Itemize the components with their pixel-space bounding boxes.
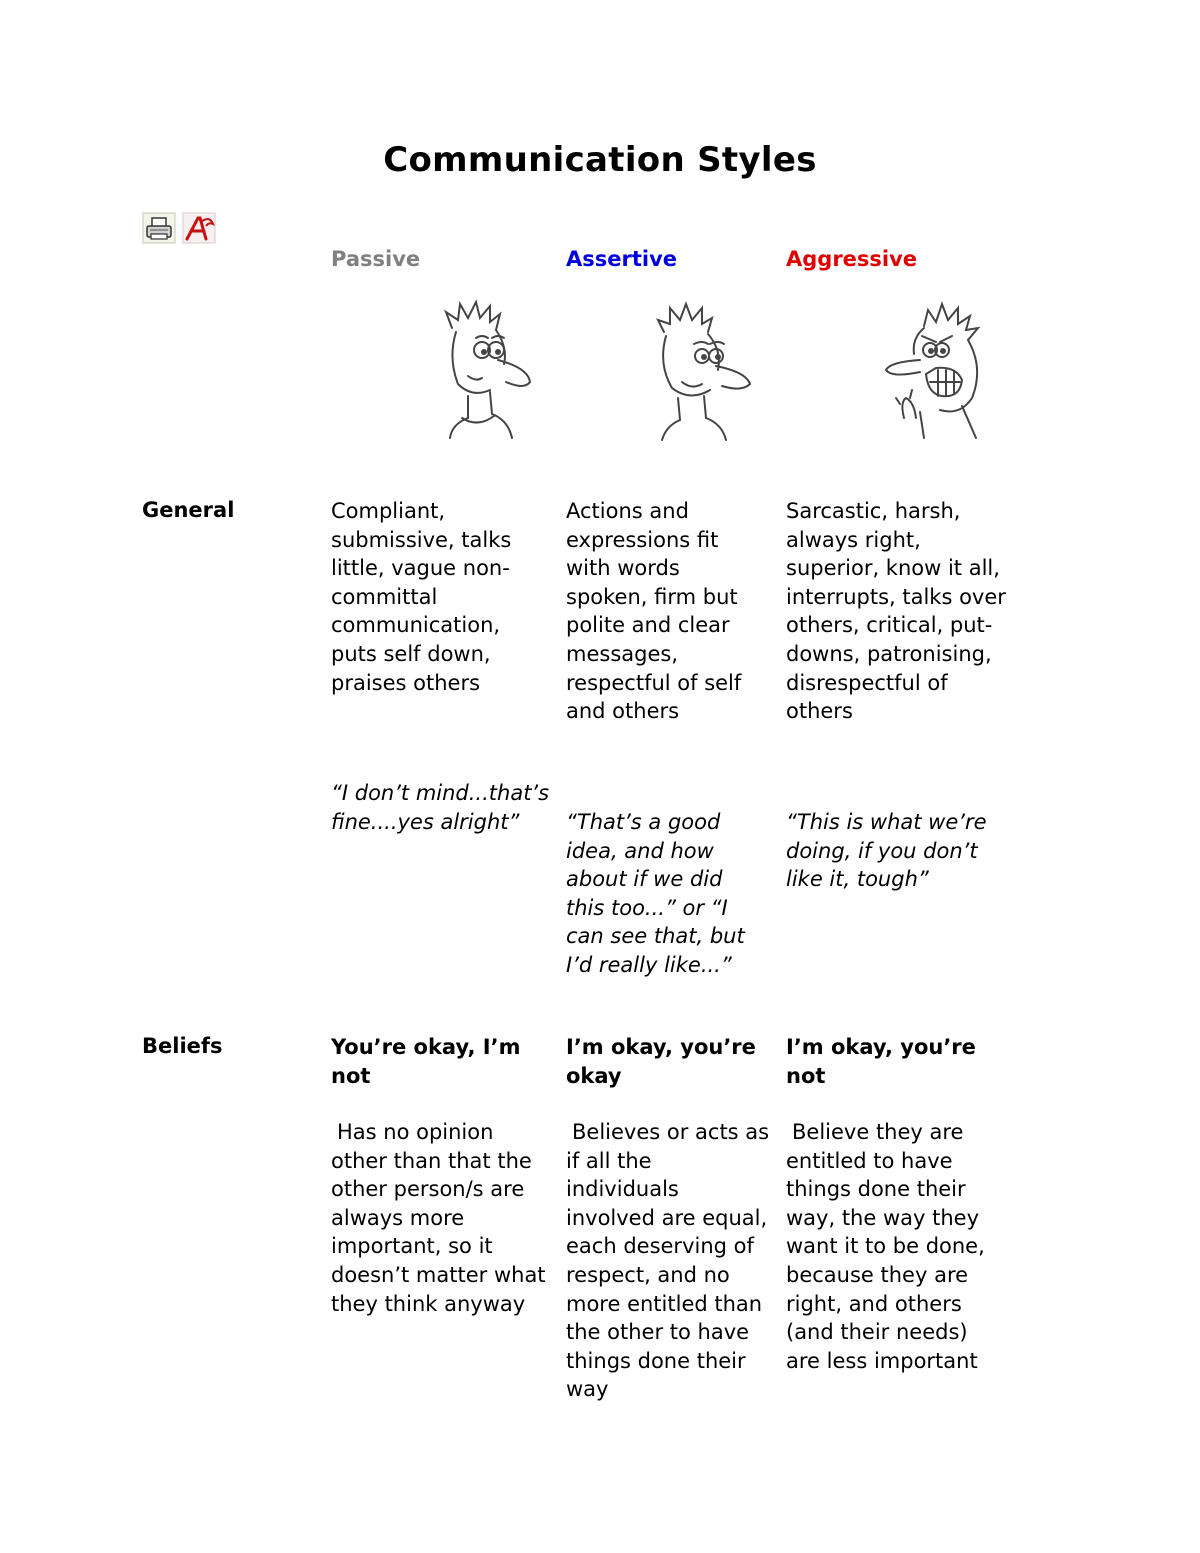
column-header-assertive: Assertive	[566, 247, 678, 271]
toolbar-icons	[142, 212, 216, 244]
assertive-quote: “That’s a good idea, and how about if we did this too...” or “I can see that, but I’d really like...”	[566, 810, 745, 977]
passive-face-illustration	[432, 298, 544, 456]
general-passive-text: Compliant, submissive, talks little, vague non-committal communication, puts self down, praises others	[331, 499, 512, 695]
aggressive-quote: “This is what we’re doing, if you don’t like it, tough”	[786, 810, 987, 892]
general-aggressive-text: Sarcastic, harsh, always right, superior, know it all, interrupts, talks over others, critical, put-downs, patronising, disrespectful of others	[786, 499, 1006, 724]
page-title: Communication Styles	[383, 140, 817, 180]
printer-icon[interactable]	[142, 212, 176, 244]
row-label-beliefs: Beliefs	[142, 1034, 223, 1058]
row-label-general: General	[142, 498, 235, 522]
aggressive-face-illustration	[880, 298, 992, 456]
beliefs-aggressive-heading: I’m okay, you’re not	[786, 1035, 976, 1088]
beliefs-assertive-text: Believes or acts as if all the individuals involved are equal, each deserving of respect, and no more entitled than the other to have things done their way	[566, 1120, 770, 1402]
passive-quote: “I don’t mind...that’s fine....yes alright”	[331, 781, 550, 834]
general-assertive-text: Actions and expressions fit with words spoken, firm but polite and clear messages, respectful of self and others	[566, 499, 742, 724]
acrobat-icon[interactable]	[182, 212, 216, 244]
beliefs-passive-text: Has no opinion other than that the other person/s are always more important, so it doesn’t matter what they think anyway	[331, 1120, 546, 1316]
beliefs-assertive-heading: I’m okay, you’re okay	[566, 1035, 756, 1088]
beliefs-passive-heading: You’re okay, I’m not	[331, 1035, 521, 1088]
beliefs-aggressive-text: Believe they are entitled to have things done their way, the way they want it to be done, because they are right, and others (and their needs) are less important	[786, 1120, 985, 1373]
column-header-aggressive: Aggressive	[786, 247, 918, 271]
assertive-face-illustration	[648, 298, 760, 456]
column-header-passive: Passive	[331, 247, 421, 271]
